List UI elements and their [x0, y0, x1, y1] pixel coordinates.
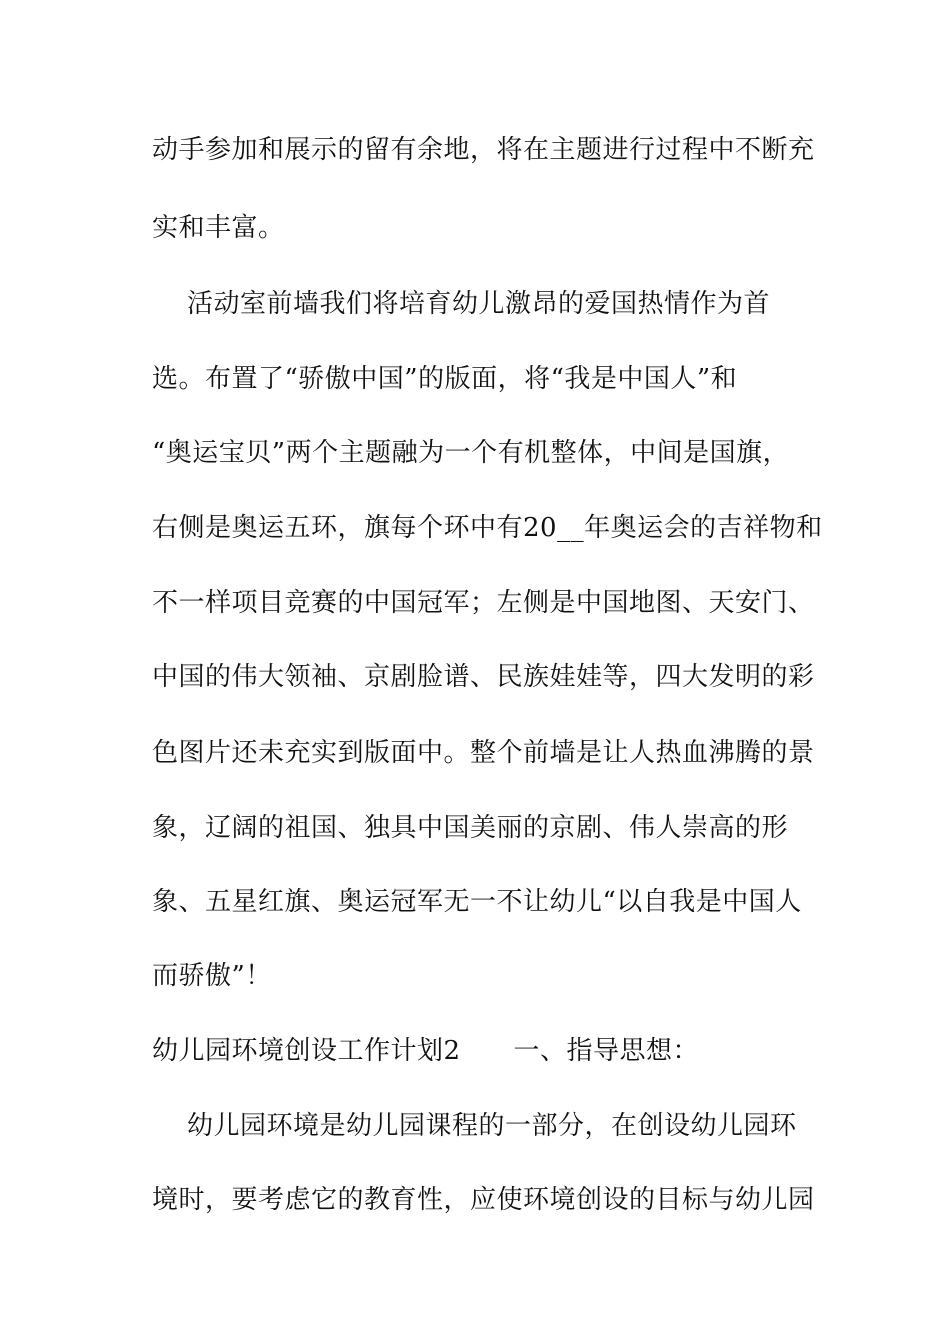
text-line: 活动室前墙我们将培育幼儿激昂的爱国热情作为首 [152, 289, 771, 319]
text-line: 象，辽阔的祖国、独具中国美丽的京剧、伟人崇高的形 [152, 813, 789, 843]
text-line: “奥运宝贝”两个主题融为一个有机整体，中间是国旗， [152, 438, 790, 468]
text-line: 不一样项目竞赛的中国冠军；左侧是中国地图、天安门、 [152, 588, 815, 618]
text-line: 象、五星红旗、奥运冠军无一不让幼儿“以自我是中国人 [152, 887, 802, 917]
section-heading: 幼儿园环境创设工作计划2 一、指导思想： [152, 1036, 700, 1066]
text-line: 右侧是奥运五环，旗每个环中有20__年奥运会的吉祥物和 [152, 513, 823, 543]
text-line: 幼儿园环境是幼儿园课程的一部分，在创设幼儿园环 [152, 1111, 797, 1141]
text-line: 动手参加和展示的留有余地，将在主题进行过程中不断充 [152, 135, 815, 165]
text-line: 而骄傲”！ [152, 961, 272, 991]
text-line: 选。布置了“骄傲中国”的版面，将“我是中国人”和 [152, 364, 738, 394]
text-line: 实和丰富。 [152, 213, 285, 243]
text-line: 色图片还未充实到版面中。整个前墙是让人热血沸腾的景 [152, 738, 815, 768]
text-line: 境时，要考虑它的教育性，应使环境创设的目标与幼儿园 [152, 1185, 815, 1215]
text-line: 中国的伟大领袖、京剧脸谱、民族娃娃等，四大发明的彩 [152, 662, 815, 692]
